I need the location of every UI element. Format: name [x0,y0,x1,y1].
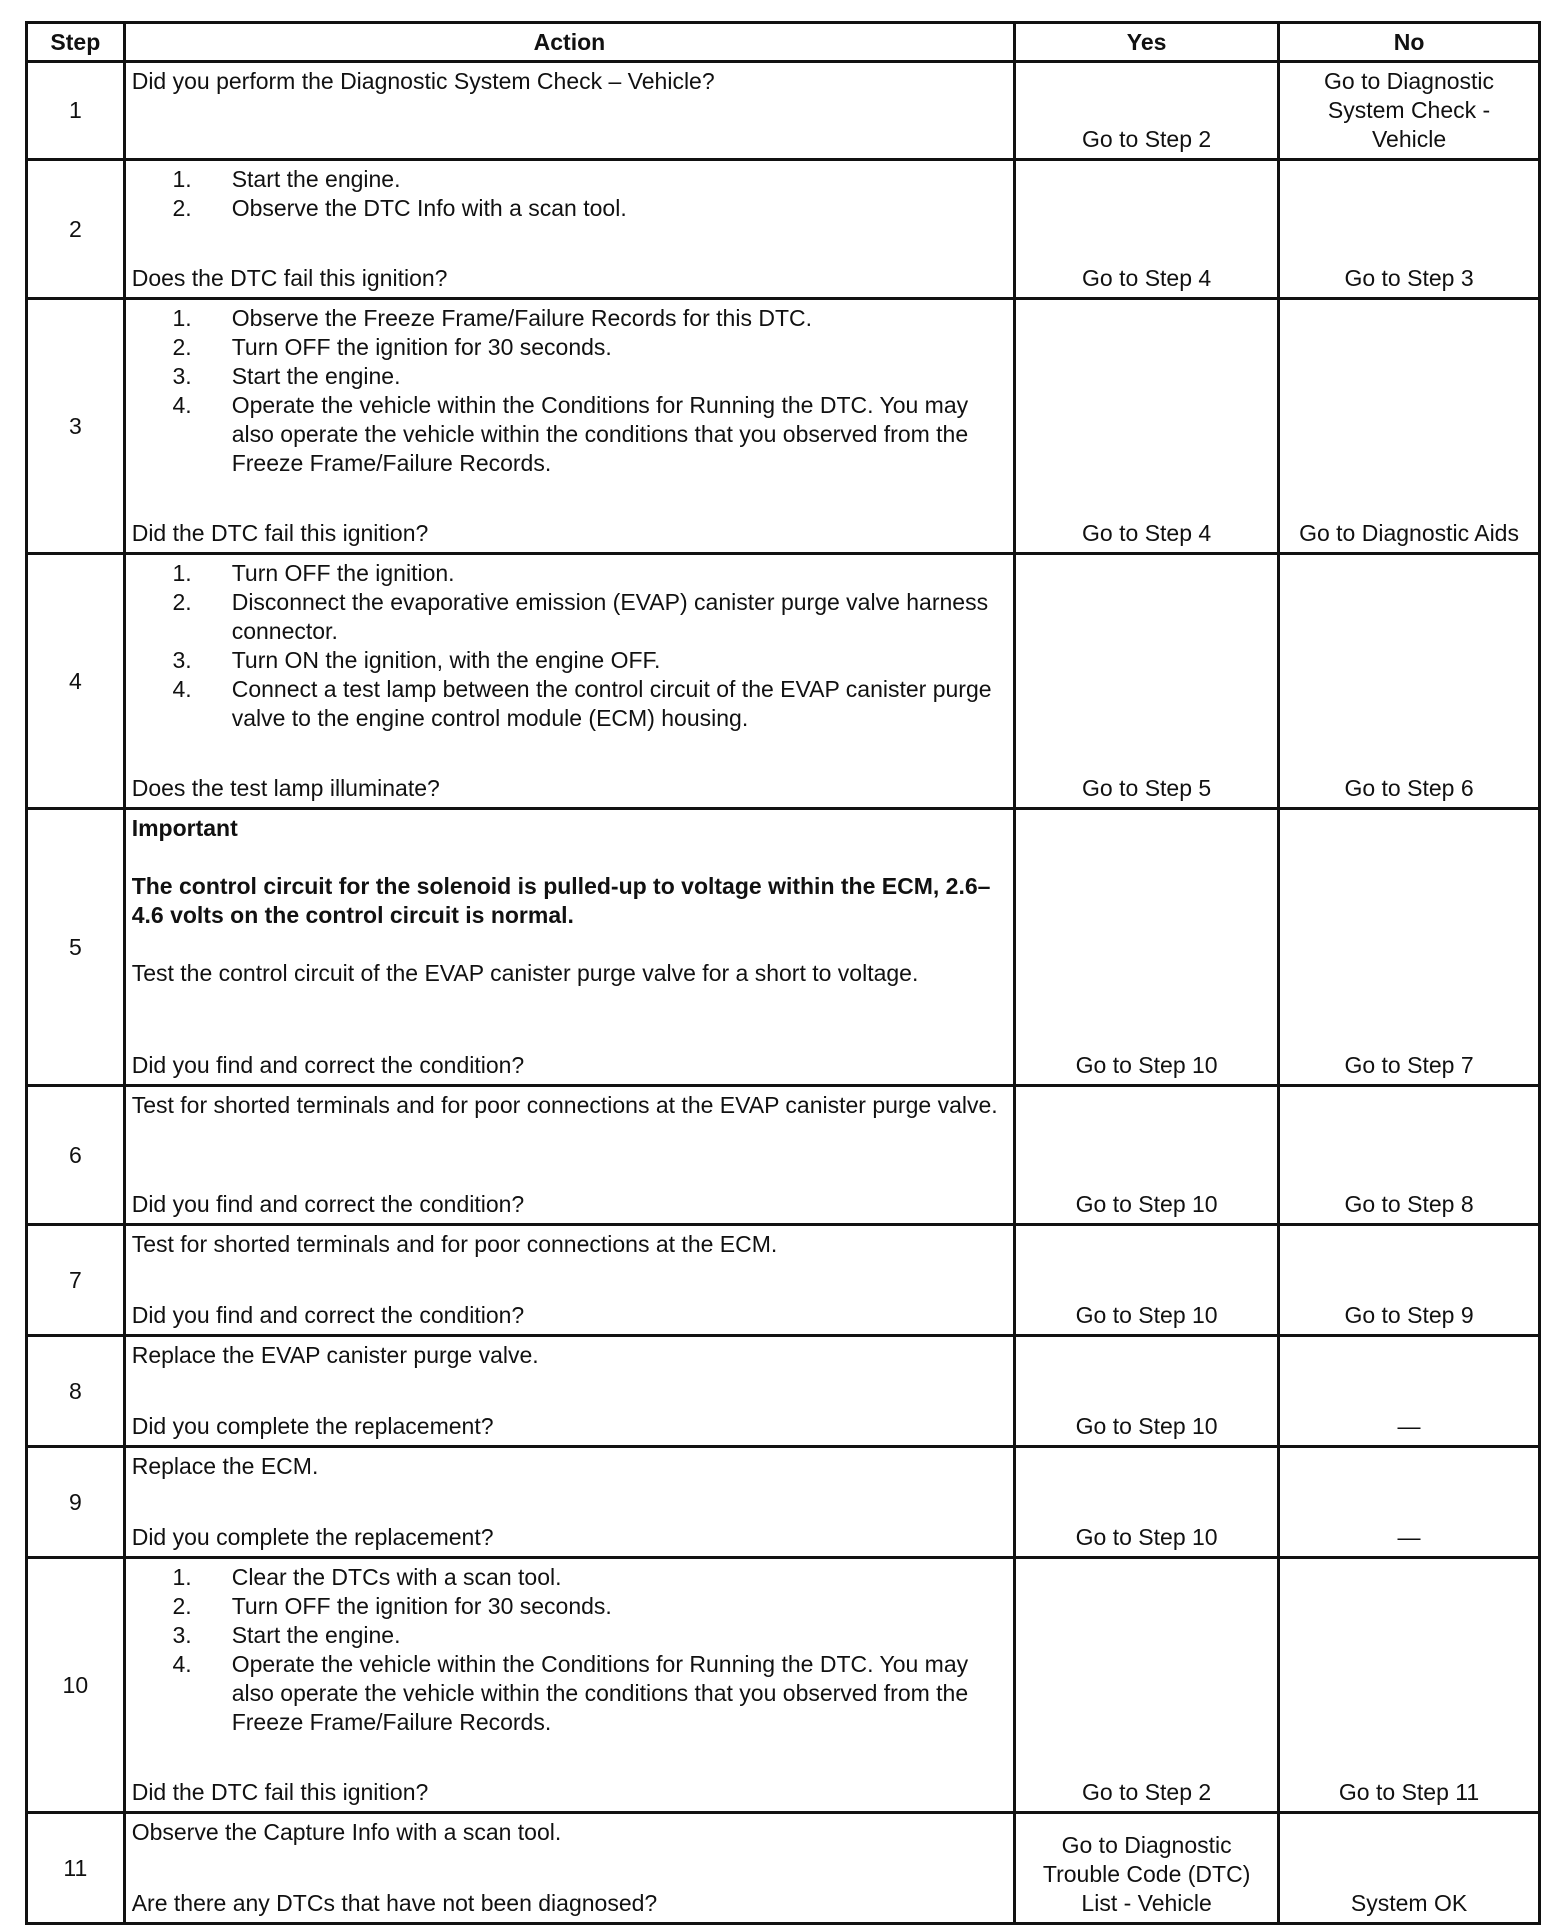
no-result: Go to Step 8 [1279,1086,1540,1225]
yes-result: Go to Step 10 [1015,1086,1279,1225]
step-number: 2 [27,160,125,299]
table-row [27,1558,1540,1813]
action-cell [124,809,1014,1086]
yes-result: Go to Step 10 [1015,1336,1279,1447]
table-row [27,1086,1540,1225]
action-cell [124,1813,1014,1924]
step-number: 5 [27,809,125,1086]
yes-result: Go to Step 4 [1015,299,1279,554]
header-no: No [1279,23,1540,62]
action-text: Replace the ECM. [131,1453,319,1479]
table-row [27,1225,1540,1336]
step-number: 4 [27,554,125,809]
action-question: Are there any DTCs that have not been diagnosed? [131,1890,658,1916]
header-yes: Yes [1015,23,1279,62]
list-item: 1. Turn OFF the ignition. [172,560,455,586]
table-row [27,1813,1540,1924]
header-step: Step [27,23,125,62]
important-note: The control circuit for the solenoid is pulled-up to voltage within the ECM, 2.6–4.6 volts on the control circuit is normal. [131,873,991,928]
action-cell [124,1447,1014,1558]
action-cell [124,1558,1014,1813]
list-item: 3. Start the engine. [172,363,401,389]
step-number: 3 [27,299,125,554]
no-result: Go to Diagnostic Aids [1279,299,1540,554]
yes-result: Go to Step 10 [1015,1447,1279,1558]
no-result: Go to Step 9 [1279,1225,1540,1336]
table-row [27,1336,1540,1447]
step-number: 8 [27,1336,125,1447]
action-text: Replace the EVAP canister purge valve. [131,1342,539,1368]
action-text: Test for shorted terminals and for poor connections at the ECM. [131,1231,778,1257]
diagnostic-steps-table [25,21,1541,1925]
action-question: Did you complete the replacement? [131,1524,494,1550]
action-steps-list [132,559,1007,733]
list-item: 2. Turn OFF the ignition for 30 seconds. [172,1593,612,1619]
list-item: 1. Observe the Freeze Frame/Failure Records for this DTC. [172,305,812,331]
action-steps-list [132,165,1007,223]
no-result: Go to Step 6 [1279,554,1540,809]
action-cell [124,1086,1014,1225]
action-cell [124,160,1014,299]
list-item: 3. Start the engine. [172,1622,401,1648]
action-text: Observe the Capture Info with a scan tool. [131,1819,562,1845]
no-result [1279,62,1540,160]
yes-result: Go to Step 2 [1015,1558,1279,1813]
list-item: 2. Disconnect the evaporative emission (EVAP) canister purge valve harness connector. [172,589,989,644]
no-result: — [1279,1336,1540,1447]
yes-result [1015,1813,1279,1924]
step-number: 1 [27,62,125,160]
important-label: Important [131,815,238,841]
no-result: Go to Step 7 [1279,809,1540,1086]
no-result: Go to Step 11 [1279,1558,1540,1813]
header-action: Action [124,23,1014,62]
table-row [27,809,1540,1086]
step-number: 7 [27,1225,125,1336]
step-number: 9 [27,1447,125,1558]
action-text: Test the control circuit of the EVAP canister purge valve for a short to voltage. [131,960,919,986]
diagnostic-table-sheet [25,21,1541,1925]
list-item: 1. Clear the DTCs with a scan tool. [172,1564,562,1590]
yes-result: Go to Step 5 [1015,554,1279,809]
list-item: 4. Operate the vehicle within the Conditions for Running the DTC. You may also operate the vehicle within the conditions that you observed from the Freeze Frame/Failure Records. [172,1651,969,1735]
table-row [27,299,1540,554]
list-item: 2. Turn OFF the ignition for 30 seconds. [172,334,612,360]
list-item: 3. Turn ON the ignition, with the engine OFF. [172,647,661,673]
no-result: — [1279,1447,1540,1558]
action-cell [124,1225,1014,1336]
step-number: 10 [27,1558,125,1813]
action-steps-list [132,1563,1007,1737]
yes-result: Go to Step 10 [1015,809,1279,1086]
table-row [27,160,1540,299]
no-result: System OK [1279,1813,1540,1924]
yes-result-text: Go to Diagnostic Trouble Code (DTC) List - Vehicle [1042,1832,1251,1916]
list-item: 4. Connect a test lamp between the control circuit of the EVAP canister purge valve to the engine control module (ECM) housing. [172,676,992,731]
action-cell [124,62,1014,160]
action-text: Test for shorted terminals and for poor connections at the EVAP canister purge valve. [131,1092,998,1118]
no-result-text: Go to Diagnostic System Check - Vehicle [1324,68,1495,152]
no-result: Go to Step 3 [1279,160,1540,299]
table-row [27,1447,1540,1558]
action-cell [124,554,1014,809]
list-item: 2. Observe the DTC Info with a scan tool. [172,195,627,221]
action-steps-list [132,304,1007,478]
step-number: 11 [27,1813,125,1924]
action-question: Did the DTC fail this ignition? [131,1779,429,1805]
list-item: 4. Operate the vehicle within the Conditions for Running the DTC. You may also operate the vehicle within the conditions that you observed from the Freeze Frame/Failure Records. [172,392,969,476]
yes-result: Go to Step 4 [1015,160,1279,299]
action-question: Did the DTC fail this ignition? [131,520,429,546]
step-number: 6 [27,1086,125,1225]
yes-result: Go to Step 2 [1015,62,1279,160]
yes-result: Go to Step 10 [1015,1225,1279,1336]
action-question: Did you find and correct the condition? [131,1052,525,1078]
list-item: 1. Start the engine. [172,166,401,192]
table-row [27,62,1540,160]
action-question: Does the test lamp illuminate? [131,775,440,801]
action-question: Does the DTC fail this ignition? [131,265,448,291]
action-cell [124,299,1014,554]
action-text: Did you perform the Diagnostic System Check – Vehicle? [131,68,715,94]
action-cell [124,1336,1014,1447]
table-row [27,554,1540,809]
action-question: Did you find and correct the condition? [131,1191,525,1217]
action-question: Did you find and correct the condition? [131,1302,525,1328]
header-row [27,23,1540,62]
action-question: Did you complete the replacement? [131,1413,494,1439]
